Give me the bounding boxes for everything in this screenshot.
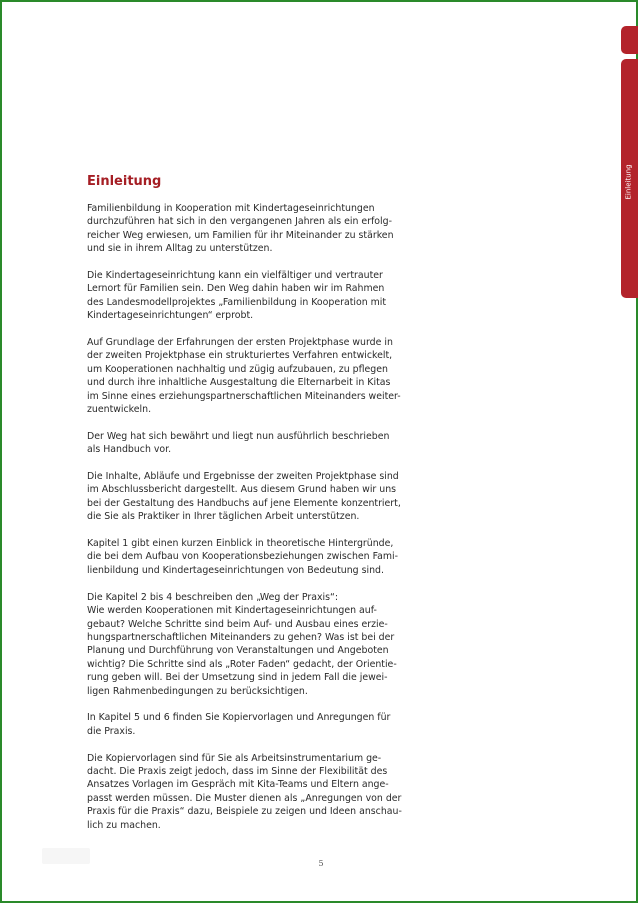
page-number: 5 [318, 859, 324, 868]
paragraph: In Kapitel 5 und 6 finden Sie Kopiervorlagen und Anregungen für die Praxis. [87, 712, 391, 737]
paragraph: Auf Grundlage der Erfahrungen der ersten Projektphase wurde in der zweiten Projektphase ein strukturiertes Verfahren entwickelt, um Kooperationen nachhaltig und zügig aufzubauen, zu pflegen und durch ihre inhaltliche Ausgestaltung die Elternarbeit in Kitas im Sinne eines erziehungspartnerschaftlichen Miteinanders weiter- zuentwickeln. [87, 337, 401, 416]
paragraph: Der Weg hat sich bewährt und liegt nun ausführlich beschrieben als Handbuch vor. [87, 430, 390, 456]
paragraph: Die Kapitel 2 bis 4 beschreiben den „Weg der Praxis“: Wie werden Kooperationen mit Kindertageseinrichtungen auf- gebaut? Welche Schritte sind beim Auf- und Ausbau eines erzie- hungspartnerschaftlichen Miteinanders zu gehen? Was ist bei der Planung und Durchführung von Veranstaltungen und Angeboten wichtig? Die Schritte sind als „Roter Faden“ gedacht, der Orientie- rung geben will. Bei der Umsetzung sind in jedem Fall die jewei- ligen Rahmenbedingungen zu berücksichtigen. [87, 591, 397, 697]
side-tab-top [621, 26, 638, 54]
side-tab-label: Einleitung [625, 164, 633, 200]
paragraph: Kapitel 1 gibt einen kurzen Einblick in theoretische Hintergründe, die bei dem Aufbau von Kooperationsbeziehungen zwischen Fami- lienbildung und Kindertageseinrichtungen von Bedeutung sind. [87, 538, 398, 576]
paragraph: Die Kindertageseinrichtung kann ein vielfältiger und vertrauter Lernort für Familien sein. Den Weg dahin haben wir im Rahmen des Landesmodellprojektes „Familienbildung in Kooperation mit Kindertageseinrichtungen“ erprobt. [87, 270, 387, 322]
faint-watermark [42, 848, 90, 864]
paragraph: Familienbildung in Kooperation mit Kindertageseinrichtungen durchzuführen hat sich in den vergangenen Jahren als ein erfolg- reicher Weg erwiesen, um Familien für ihr Miteinander zu stärken und sie in ihrem Alltag zu unterstützen. [87, 203, 394, 255]
main-content [87, 174, 432, 845]
paragraph: Die Inhalte, Abläufe und Ergebnisse der zweiten Projektphase sind im Abschlussbericht dargestellt. Aus diesem Grund haben wir uns bei der Gestaltung des Handbuchs auf jene Elemente konzentriert, die Sie als Praktiker in Ihrer täglichen Arbeit unterstützen. [87, 471, 401, 523]
section-heading: Einleitung [87, 174, 162, 189]
paragraph: Die Kopiervorlagen sind für Sie als Arbeitsinstrumentarium ge- dacht. Die Praxis zeigt jedoch, dass im Sinne der Flexibilität des Ansatzes Vorlagen im Gespräch mit Kita-Teams und Eltern ange- passt werden müssen. Die Muster dienen als „Anregungen von der Praxis für die Praxis“ dazu, Beispiele zu zeigen und Ideen anschau- lich zu machen. [87, 752, 402, 831]
side-tab-label-wrapper [620, 162, 638, 202]
